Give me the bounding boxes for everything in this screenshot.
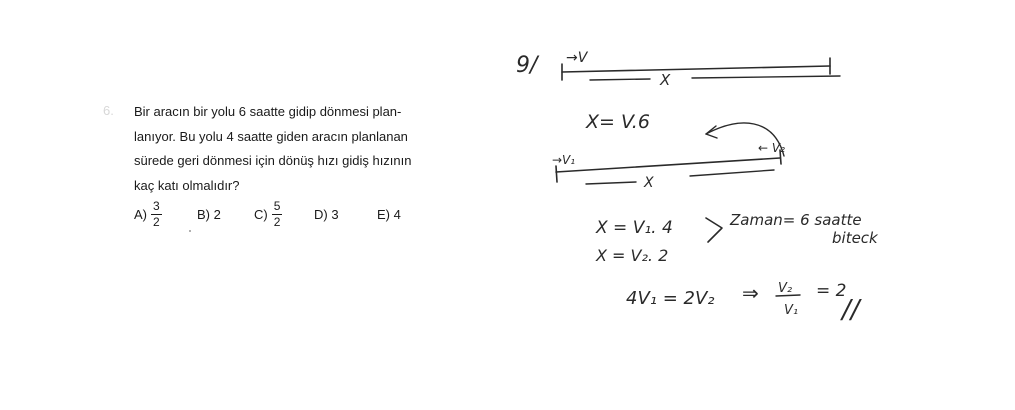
hw-eq4: 4V₁ = 2V₂ [626, 288, 715, 309]
question-number: 6. [103, 103, 114, 118]
hw-eq1: X= V.6 [586, 111, 650, 133]
hw-eq2: X = V₁. 4 [596, 218, 673, 238]
option-b-label: B) 2 [197, 206, 221, 222]
option-c-denominator: 2 [273, 214, 281, 229]
hw-note-line1: Zaman= 6 saatte [730, 211, 862, 229]
hw-x-mid: X [644, 175, 654, 191]
option-a-numerator: 3 [153, 198, 160, 213]
option-e-label: E) 4 [377, 206, 401, 222]
question-line: kaç katı olmalıdır? [134, 177, 240, 193]
hw-eq3: X = V₂. 2 [596, 246, 669, 265]
hw-ratio-arrow: ⇒ [742, 281, 759, 305]
hw-v2-label: ← V₂ [758, 141, 785, 155]
option-c-label: C) [254, 206, 268, 222]
option-d-label: D) 3 [314, 206, 339, 222]
hw-fraction-bar [776, 295, 800, 296]
hw-problem-number: 9/ [516, 53, 538, 78]
hw-v-top: →V [566, 50, 588, 66]
hw-ratio-num: V₂ [778, 281, 793, 296]
question-line: sürede geri dönmesi için dönüş hızı gidiş hızının [134, 153, 412, 168]
question-line: Bir aracın bir yolu 6 saatte gidip dönmesi plan- [134, 104, 402, 119]
option-c-numerator: 5 [273, 198, 281, 213]
hw-bracket [706, 218, 722, 242]
hw-note-line2: biteck [832, 229, 878, 247]
hw-ratio-result: = 2 [816, 281, 847, 301]
hw-final-mark: // [842, 295, 860, 325]
option-a-label: A) [134, 206, 147, 222]
hw-v1-label: →V₁ [552, 153, 576, 167]
hw-road-top [562, 58, 840, 80]
question-line: lanıyor. Bu yolu 4 saatte giden aracın planlanan [134, 128, 408, 144]
hw-ratio-den: V₁ [784, 303, 799, 318]
hw-x-top: X [660, 71, 671, 89]
hw-road-mid [556, 150, 781, 184]
option-a-denominator: 2 [153, 214, 160, 229]
